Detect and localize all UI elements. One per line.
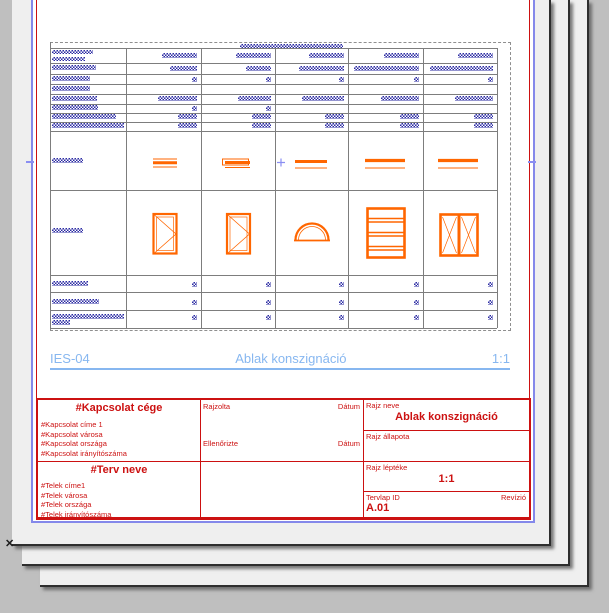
window-section-symbol-1 <box>153 159 177 167</box>
greeked-text-bar <box>430 66 493 71</box>
table-grid-hline <box>50 63 497 64</box>
greeked-text-bar <box>52 105 98 110</box>
table-grid-vline <box>126 48 127 328</box>
greeked-text-bar <box>52 228 83 233</box>
table-grid-hline <box>50 113 497 114</box>
drawing-status-label: Rajz állapota <box>366 432 410 441</box>
site-country: #Telek országa <box>41 500 92 510</box>
site-city: #Telek városa <box>41 490 88 500</box>
company-name: #Kapcsolat cége <box>75 402 163 414</box>
drawing-scale-label: Rajz léptéke <box>366 463 408 472</box>
greeked-text-bar <box>252 114 271 119</box>
empty-cell <box>201 462 364 518</box>
greeked-text-bar <box>339 77 344 82</box>
greeked-text-bar <box>52 281 88 286</box>
site-address-1: #Telek címe1 <box>41 481 86 490</box>
table-grid-hline <box>50 104 497 105</box>
greeked-text-bar <box>339 300 344 305</box>
drawing-scale-cell[interactable] <box>364 462 529 492</box>
greeked-text-bar <box>178 114 197 119</box>
company-city: #Kapcsolat városa <box>41 429 103 439</box>
greeked-text-bar <box>52 65 96 70</box>
greeked-text-bar <box>474 114 493 119</box>
greeked-text-bar <box>474 123 493 128</box>
revision-label: Revízió <box>500 493 526 502</box>
greeked-text-bar <box>52 76 90 81</box>
stacked-window-symbol <box>368 209 405 258</box>
drawing-name-cell[interactable] <box>364 400 529 431</box>
greeked-text-bar <box>325 123 344 128</box>
greeked-text-bar <box>400 114 419 119</box>
drawn-checked-cell[interactable] <box>201 400 364 462</box>
greeked-text-bar <box>52 123 124 128</box>
table-grid-hline <box>50 131 497 132</box>
close-icon[interactable]: ✕ <box>5 538 15 550</box>
greeked-text-bar <box>488 300 493 305</box>
greeked-text-bar <box>52 320 70 325</box>
greeked-text-bar <box>414 300 419 305</box>
greeked-text-bar <box>354 66 419 71</box>
project-name: #Terv neve <box>90 464 148 476</box>
greeked-text-bar <box>236 53 271 58</box>
casement-window-symbol-2 <box>227 214 250 254</box>
greeked-text-bar <box>339 315 344 320</box>
greeked-text-bar <box>302 96 344 101</box>
drawing-name-label: Rajz neve <box>366 401 400 410</box>
table-grid-vline <box>348 48 349 328</box>
greeked-text-bar <box>192 282 197 287</box>
greeked-text-bar <box>192 315 197 320</box>
company-zip: #Kapcsolat irányítószáma <box>41 448 127 458</box>
drawn-label: Rajzolta <box>203 402 231 411</box>
drawing-name: Ablak konszignáció <box>235 351 347 366</box>
sheet-id-label: Tervlap ID <box>366 493 400 502</box>
drawing-name-value: Ablak konszignáció <box>395 411 498 423</box>
greeked-text-bar <box>266 77 271 82</box>
greeked-text-bar <box>52 158 83 163</box>
drawing-scale-value: 1:1 <box>438 473 455 485</box>
company-address-1: #Kapcsolat címe 1 <box>41 420 103 429</box>
greeked-text-bar <box>192 106 197 111</box>
window-section-symbol-3 <box>295 162 327 169</box>
greeked-text-bar <box>488 315 493 320</box>
sheet-id-cell[interactable] <box>364 492 529 518</box>
greeked-text-bar <box>52 114 116 119</box>
greeked-text-bar <box>266 282 271 287</box>
table-grid-vline <box>497 48 498 328</box>
casement-window-symbol-1 <box>154 214 177 254</box>
table-grid-hline <box>50 310 497 311</box>
greeked-text-bar <box>52 299 99 304</box>
drawing-title-underline <box>50 368 510 370</box>
table-grid-hline <box>50 48 497 49</box>
table-grid-vline <box>275 48 276 328</box>
greeked-text-bar <box>455 96 493 101</box>
greeked-text-bar <box>299 66 344 71</box>
double-casement-window-symbol <box>441 215 478 256</box>
greeked-text-bar <box>52 57 85 61</box>
greeked-text-bar <box>381 96 419 101</box>
window-section-symbol-4 <box>365 161 405 169</box>
drawing-status-cell[interactable] <box>364 431 529 462</box>
greeked-text-bar <box>339 282 344 287</box>
company-cell[interactable] <box>38 400 201 462</box>
drawing-id: IES-04 <box>50 351 90 366</box>
company-country: #Kapcsolat országa <box>41 439 107 449</box>
greeked-text-bar <box>158 96 197 101</box>
greeked-text-bar <box>266 106 271 111</box>
drawn-date-label: Dátum <box>337 402 360 411</box>
greeked-text-bar <box>170 66 197 71</box>
greeked-text-bar <box>162 53 197 58</box>
table-grid-hline <box>50 275 497 276</box>
right-margin-center-tick <box>528 161 536 163</box>
greeked-text-bar <box>192 300 197 305</box>
table-grid-hline <box>50 94 497 95</box>
left-margin-center-tick <box>26 161 34 163</box>
checked-date-label: Dátum <box>337 439 360 448</box>
greeked-text-bar <box>309 53 344 58</box>
table-grid-hline <box>50 292 497 293</box>
greeked-text-bar <box>192 77 197 82</box>
drawing-title-strip[interactable] <box>50 351 510 366</box>
greeked-text-bar <box>384 53 419 58</box>
table-grid-hline <box>50 190 497 191</box>
table-grid-hline <box>50 84 497 85</box>
greeked-text-bar <box>458 53 493 58</box>
greeked-text-bar <box>488 282 493 287</box>
greeked-text-bar <box>488 77 493 82</box>
greeked-text-bar <box>414 77 419 82</box>
greeked-text-bar <box>246 66 271 71</box>
greeked-text-bar <box>266 300 271 305</box>
greeked-text-bar <box>252 123 271 128</box>
greeked-text-bar <box>414 315 419 320</box>
greeked-text-bar <box>414 282 419 287</box>
site-zip: #Telek irányítószáma <box>41 509 112 519</box>
sheet-id-value: A.01 <box>366 502 390 514</box>
window-section-symbol-5 <box>438 161 478 169</box>
drawing-scale: 1:1 <box>491 351 510 366</box>
window-section-symbol-2 <box>223 159 251 168</box>
greeked-text-bar <box>266 315 271 320</box>
greeked-text-bar <box>325 114 344 119</box>
window-schedule-table[interactable] <box>50 42 497 328</box>
table-grid-vline <box>201 48 202 328</box>
greeked-text-bar <box>52 96 97 101</box>
greeked-text-bar <box>52 50 93 54</box>
title-block[interactable] <box>36 398 531 520</box>
greeked-text-bar <box>52 314 124 319</box>
layout-sheet[interactable] <box>12 0 551 546</box>
greeked-text-bar <box>240 44 343 48</box>
table-grid-hline <box>50 74 497 75</box>
greeked-text-bar <box>238 96 271 101</box>
project-cell[interactable] <box>38 462 201 518</box>
greeked-text-bar <box>178 123 197 128</box>
plus-marker <box>277 159 285 167</box>
table-grid-vline <box>423 48 424 328</box>
checked-label: Ellenőrizte <box>203 439 239 448</box>
greeked-text-bar <box>52 86 90 91</box>
greeked-text-bar <box>400 123 419 128</box>
table-grid-hline <box>50 328 497 329</box>
arch-window-symbol <box>294 224 330 241</box>
